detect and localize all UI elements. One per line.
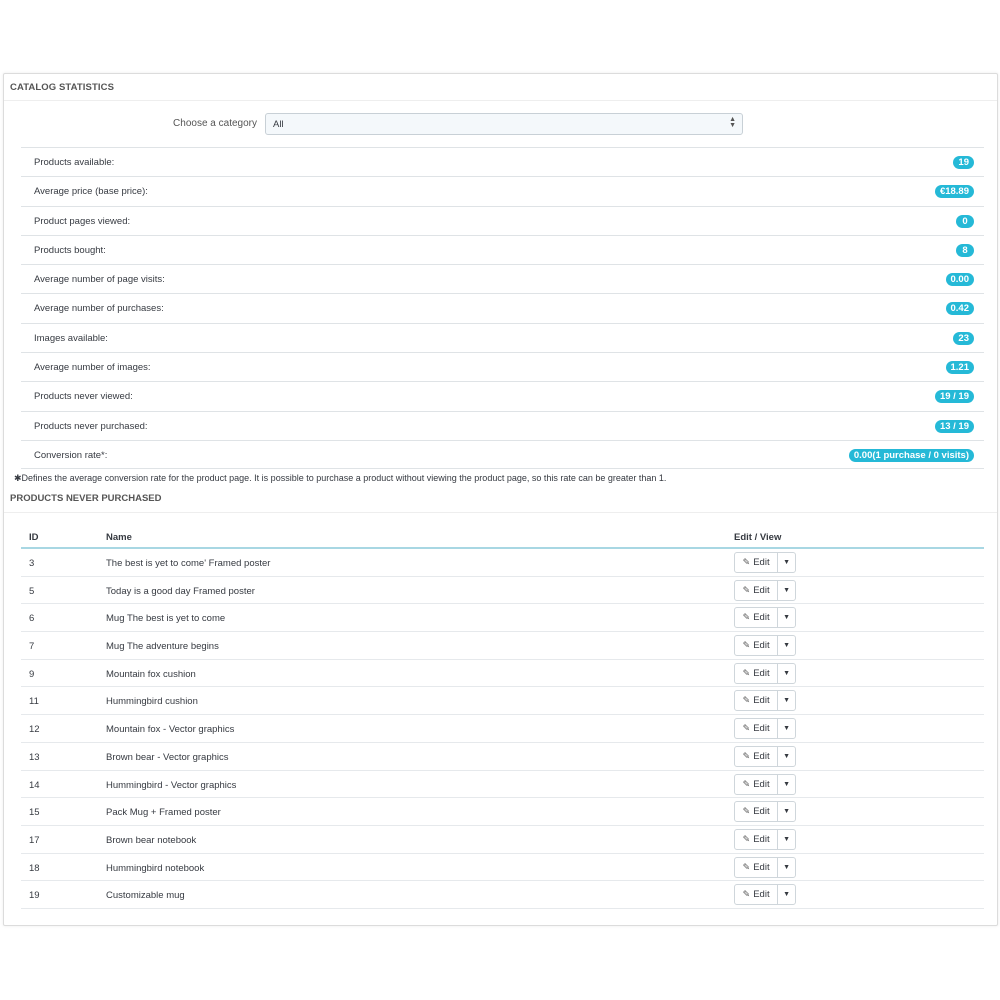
category-filter	[4, 112, 997, 138]
edit-button-label: Edit	[753, 557, 770, 568]
product-name: Mountain fox cushion	[106, 668, 196, 680]
stat-row	[21, 264, 984, 293]
stat-row	[21, 147, 984, 176]
never-purchased-title: PRODUCTS NEVER PURCHASED	[4, 493, 997, 513]
stat-label: Products never viewed:	[34, 391, 133, 403]
caret-down-icon[interactable]: ▼	[783, 780, 791, 788]
edit-button[interactable]	[735, 775, 778, 794]
caret-down-icon[interactable]: ▼	[783, 614, 791, 622]
edit-icon: ✎	[742, 889, 751, 900]
product-id: 5	[29, 585, 35, 597]
product-name: Hummingbird notebook	[106, 862, 205, 874]
stat-label: Products available:	[34, 157, 115, 168]
stat-label: Average number of images:	[34, 362, 151, 374]
edit-icon: ✎	[742, 612, 751, 623]
edit-button-group	[734, 801, 796, 822]
stat-value-badge: 19 / 19	[935, 390, 974, 403]
table-row	[21, 826, 984, 854]
stat-value-badge: 8	[956, 244, 974, 257]
table-row	[21, 577, 984, 605]
product-id: 12	[29, 724, 40, 736]
table-body	[21, 549, 984, 909]
product-name: Mug The best is yet to come	[106, 613, 226, 625]
conversion-footnote: ✱Defines the average conversion rate for the product page. It is possible to purchase a product without viewing the product page, so this rate can be greater than 1.	[14, 473, 667, 483]
product-id: 19	[29, 890, 40, 902]
product-name: The best is yet to come' Framed poster	[106, 558, 271, 569]
table-row	[21, 604, 984, 632]
table-row	[21, 743, 984, 771]
edit-button[interactable]	[735, 636, 778, 655]
stat-row	[21, 352, 984, 381]
edit-button-group	[734, 552, 796, 573]
caret-down-icon[interactable]: ▼	[783, 559, 791, 566]
table-row	[21, 687, 984, 715]
stat-value-badge: 19	[953, 156, 974, 169]
edit-button-label: Edit	[753, 584, 770, 596]
edit-button[interactable]	[735, 747, 778, 766]
edit-button-group	[734, 635, 796, 656]
product-name: Mountain fox - Vector graphics	[106, 724, 235, 736]
caret-down-icon[interactable]: ▼	[783, 863, 791, 871]
catalog-statistics-panel	[3, 73, 998, 926]
stat-label: Average price (base price):	[34, 186, 148, 198]
stat-label: Average number of purchases:	[34, 303, 164, 315]
stat-label: Product pages viewed:	[34, 215, 131, 227]
edit-button-label: Edit	[753, 806, 770, 818]
edit-button-group	[734, 884, 796, 905]
product-name: Mug The adventure begins	[106, 641, 219, 653]
edit-button-group	[734, 607, 796, 628]
select-arrows-icon: ▲ ▼	[729, 116, 736, 129]
product-id: 3	[29, 558, 35, 569]
edit-button-group	[734, 746, 796, 767]
product-name: Pack Mug + Framed poster	[106, 807, 221, 819]
caret-down-icon[interactable]: ▼	[783, 586, 791, 594]
table-row	[21, 854, 984, 882]
category-select-value: All	[273, 119, 284, 130]
caret-down-icon[interactable]: ▼	[783, 725, 791, 733]
table-row	[21, 549, 984, 577]
product-id: 11	[29, 696, 39, 708]
product-name: Today is a good day Framed poster	[106, 585, 255, 597]
stat-row	[21, 411, 984, 440]
stat-value-badge: 1.21	[946, 361, 975, 374]
caret-down-icon[interactable]: ▼	[783, 669, 791, 677]
edit-button-label: Edit	[753, 861, 770, 873]
edit-button-group	[734, 580, 796, 601]
edit-icon: ✎	[742, 667, 751, 678]
edit-button-label: Edit	[753, 889, 770, 901]
edit-button[interactable]	[735, 719, 778, 738]
product-id: 6	[29, 613, 35, 625]
stat-value-badge: 0.00(1 purchase / 0 visits)	[849, 449, 974, 462]
edit-button[interactable]	[735, 581, 778, 600]
stat-row	[21, 381, 984, 410]
never-purchased-table	[21, 526, 984, 909]
caret-down-icon[interactable]: ▼	[783, 752, 791, 760]
stat-value-badge: 0.42	[946, 302, 975, 315]
edit-button-label: Edit	[753, 833, 770, 845]
stat-value-badge: 13 / 19	[935, 420, 974, 433]
stat-value-badge: 0	[956, 215, 974, 228]
caret-down-icon[interactable]: ▼	[783, 835, 791, 843]
edit-button[interactable]	[735, 830, 778, 849]
caret-down-icon[interactable]: ▼	[783, 808, 791, 816]
table-row	[21, 715, 984, 743]
edit-button[interactable]	[735, 664, 778, 683]
stat-label: Products never purchased:	[34, 420, 148, 432]
product-name: Brown bear - Vector graphics	[106, 751, 229, 763]
product-id: 17	[29, 834, 40, 846]
edit-icon: ✎	[742, 640, 751, 651]
stats-list	[21, 147, 984, 469]
stat-row	[21, 323, 984, 352]
category-select[interactable]	[265, 113, 743, 135]
edit-button-label: Edit	[753, 723, 770, 735]
table-row	[21, 632, 984, 660]
edit-icon: ✎	[742, 833, 751, 844]
product-id: 14	[29, 779, 40, 791]
stat-value-badge: 23	[953, 332, 974, 345]
product-name: Customizable mug	[106, 890, 185, 902]
panel-title: CATALOG STATISTICS	[4, 74, 997, 101]
caret-down-icon[interactable]: ▼	[783, 642, 791, 650]
edit-button-group	[734, 690, 796, 711]
edit-button[interactable]	[735, 885, 778, 904]
edit-button-label: Edit	[753, 612, 770, 624]
edit-button[interactable]	[735, 553, 778, 572]
edit-button-group	[734, 774, 796, 795]
table-row	[21, 798, 984, 826]
stat-label: Images available:	[34, 332, 108, 344]
stat-row	[21, 235, 984, 264]
edit-button-group	[734, 718, 796, 739]
product-name: Hummingbird - Vector graphics	[106, 779, 237, 791]
edit-icon: ✎	[742, 723, 751, 734]
column-id: ID	[29, 532, 39, 543]
caret-down-icon[interactable]: ▼	[783, 697, 791, 705]
product-name: Hummingbird cushion	[106, 696, 198, 708]
table-row	[21, 881, 984, 909]
edit-button-label: Edit	[753, 640, 770, 652]
edit-button[interactable]	[735, 608, 778, 627]
product-name: Brown bear notebook	[106, 834, 197, 846]
edit-button-label: Edit	[753, 750, 770, 762]
edit-button-label: Edit	[753, 695, 770, 707]
edit-icon: ✎	[742, 750, 751, 761]
stat-row	[21, 440, 984, 469]
product-id: 15	[29, 807, 40, 819]
stat-row	[21, 206, 984, 235]
stat-label: Products bought:	[34, 244, 106, 256]
edit-button-group	[734, 857, 796, 878]
stat-value-badge: €18.89	[935, 185, 974, 198]
edit-icon: ✎	[742, 584, 751, 595]
column-name: Name	[106, 532, 132, 543]
stat-label: Conversion rate*:	[34, 449, 108, 461]
stat-label: Average number of page visits:	[34, 274, 165, 286]
edit-icon: ✎	[742, 695, 751, 706]
table-header	[21, 526, 984, 549]
edit-icon: ✎	[742, 861, 751, 872]
column-edit-view: Edit / View	[734, 532, 782, 543]
edit-icon: ✎	[742, 778, 751, 789]
product-id: 18	[29, 862, 40, 874]
edit-icon: ✎	[742, 806, 751, 817]
product-id: 7	[29, 641, 35, 653]
table-row	[21, 771, 984, 799]
category-label: Choose a category	[173, 118, 257, 129]
stat-value-badge: 0.00	[946, 273, 975, 286]
stat-row	[21, 293, 984, 322]
edit-button[interactable]	[735, 858, 778, 877]
edit-button-label: Edit	[753, 778, 770, 790]
edit-button-group	[734, 663, 796, 684]
edit-button[interactable]	[735, 691, 778, 710]
caret-down-icon[interactable]: ▼	[783, 891, 791, 899]
edit-button-label: Edit	[753, 667, 770, 679]
edit-button-group	[734, 829, 796, 850]
edit-button[interactable]	[735, 802, 778, 821]
edit-icon: ✎	[742, 557, 751, 567]
product-id: 9	[29, 668, 35, 680]
product-id: 13	[29, 751, 40, 763]
stat-row	[21, 176, 984, 205]
table-row	[21, 660, 984, 688]
